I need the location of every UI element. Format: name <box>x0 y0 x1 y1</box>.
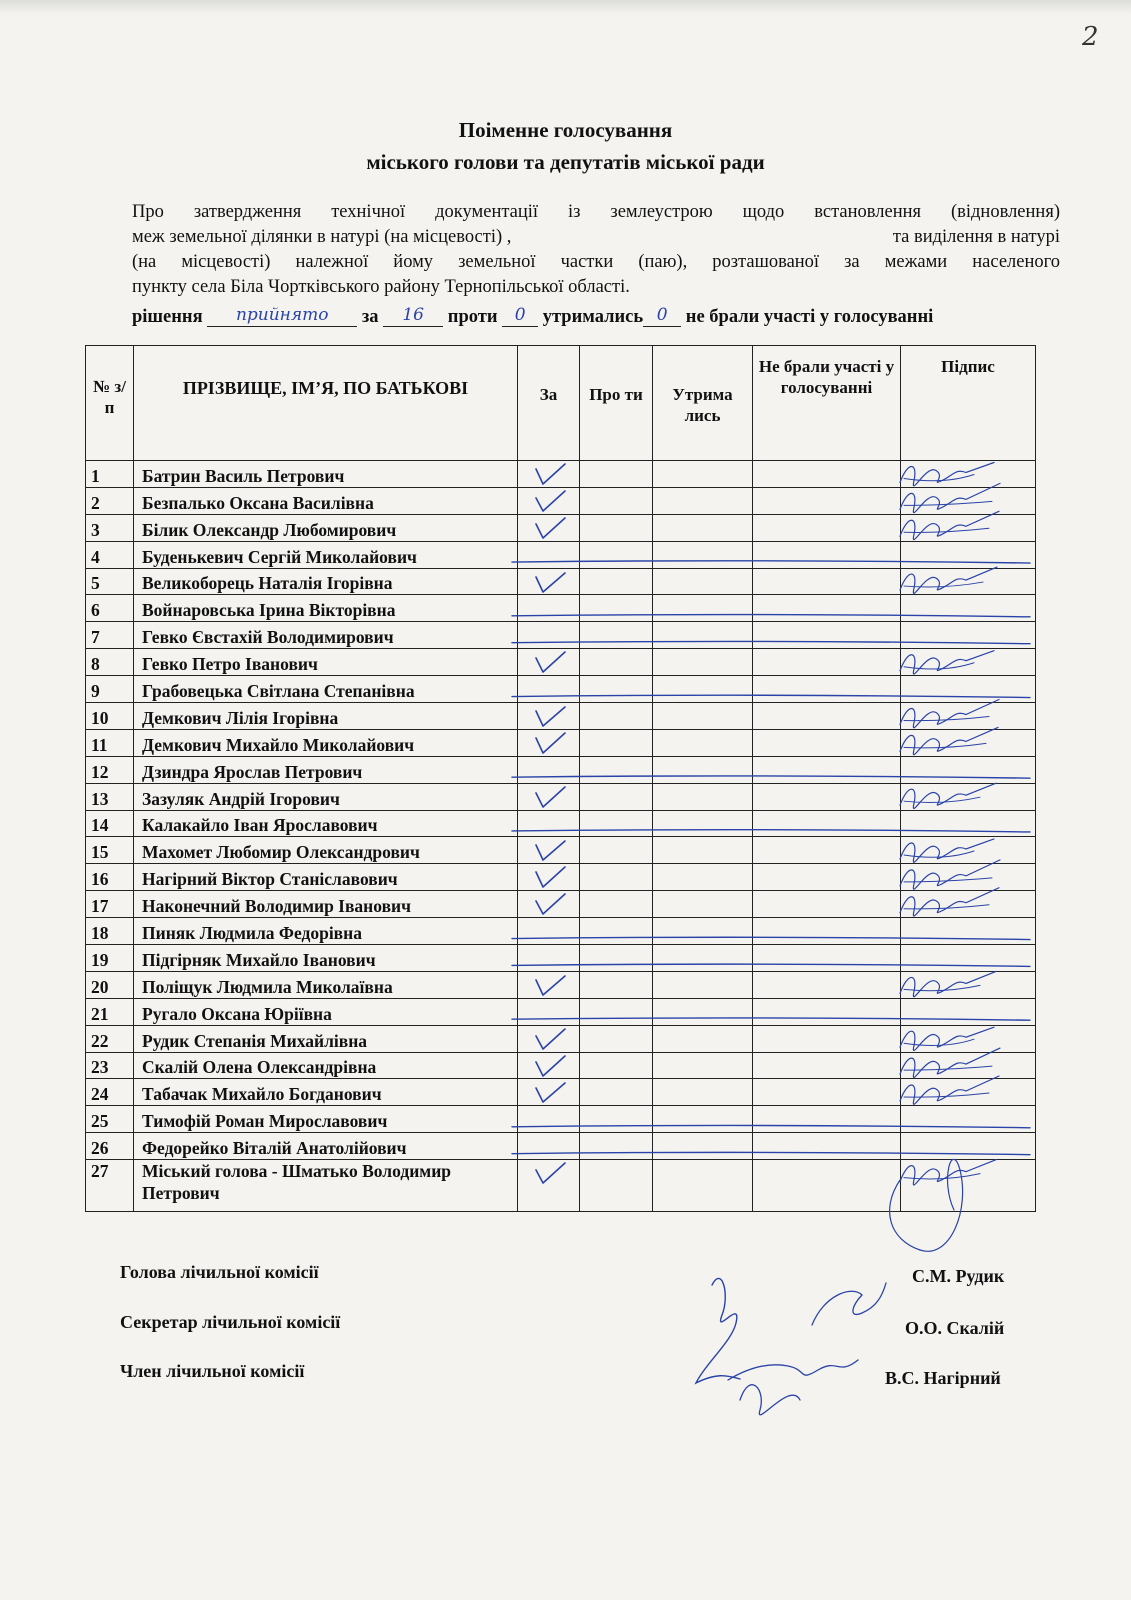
vote-against-cell <box>580 514 653 541</box>
signature-cell <box>901 1052 1036 1079</box>
vote-abstained-cell <box>653 864 753 891</box>
vote-for-cell <box>518 461 580 488</box>
vote-against-cell <box>580 756 653 783</box>
row-name: Скалій Олена Олександрівна <box>134 1052 518 1079</box>
vote-against-cell <box>580 945 653 972</box>
vote-absent-cell <box>753 971 901 998</box>
vote-for-cell <box>518 945 580 972</box>
table-row <box>86 487 1036 514</box>
table-row <box>86 945 1036 972</box>
table-row <box>86 891 1036 918</box>
signature-cell <box>901 487 1036 514</box>
vote-for-cell <box>518 783 580 810</box>
vote-for-cell <box>518 810 580 837</box>
row-number: 8 <box>86 649 134 676</box>
vote-for-cell <box>518 756 580 783</box>
description-line-3: (на місцевості) належної йому земельної частки (паю), розташованої за межами населеного <box>132 252 1060 272</box>
vote-abstained-cell <box>653 622 753 649</box>
vote-abstained-cell <box>653 487 753 514</box>
row-number: 5 <box>86 568 134 595</box>
row-number: 4 <box>86 541 134 568</box>
row-name: Махомет Любомир Олександрович <box>134 837 518 864</box>
table-header-row <box>86 346 1036 461</box>
description-line-1: Про затвердження технічної документації із землеустрою щодо встановлення (відновлення) <box>132 202 1060 222</box>
table-row <box>86 756 1036 783</box>
vote-abstained-cell <box>653 945 753 972</box>
header-name: ПРІЗВИЩЕ, ІМ’Я, ПО БАТЬКОВІ <box>134 346 518 461</box>
for-label: за <box>361 307 379 327</box>
row-number: 7 <box>86 622 134 649</box>
table-row <box>86 998 1036 1025</box>
signature-cell <box>901 1133 1036 1160</box>
row-number: 10 <box>86 703 134 730</box>
row-number: 20 <box>86 971 134 998</box>
vote-against-cell <box>580 1079 653 1106</box>
for-count-field <box>383 305 443 327</box>
vote-against-cell <box>580 918 653 945</box>
vote-absent-cell <box>753 1025 901 1052</box>
vote-absent-cell <box>753 756 901 783</box>
vote-against-cell <box>580 461 653 488</box>
roll-call-table <box>85 345 1036 1212</box>
table-row <box>86 1133 1036 1160</box>
vote-absent-cell <box>753 1079 901 1106</box>
vote-abstained-cell <box>653 810 753 837</box>
row-name: Гевко Євстахій Володимирович <box>134 622 518 649</box>
vote-abstained-cell <box>653 568 753 595</box>
vote-absent-cell <box>753 810 901 837</box>
row-name: Нагірний Віктор Станіславович <box>134 864 518 891</box>
page-subtitle: міського голови та депутатів міської ради <box>366 150 765 174</box>
row-number: 24 <box>86 1079 134 1106</box>
vote-abstained-cell <box>653 729 753 756</box>
signature-cell <box>901 676 1036 703</box>
table-row <box>86 837 1036 864</box>
vote-against-cell <box>580 1106 653 1133</box>
checkmark-icon <box>534 651 568 675</box>
signature-cell <box>901 541 1036 568</box>
vote-for-cell <box>518 918 580 945</box>
vote-for-cell <box>518 703 580 730</box>
vote-abstained-cell <box>653 595 753 622</box>
checkmark-icon <box>534 571 568 595</box>
vote-for-cell <box>518 837 580 864</box>
row-number: 22 <box>86 1025 134 1052</box>
vote-for-cell <box>518 1106 580 1133</box>
vote-against-cell <box>580 729 653 756</box>
description-line-2a: меж земельної ділянки в натурі (на місцевості) , <box>132 227 512 247</box>
vote-absent-cell <box>753 568 901 595</box>
signature-cell <box>901 514 1036 541</box>
checkmark-icon <box>534 839 568 863</box>
row-name: Білик Олександр Любомирович <box>134 514 518 541</box>
vote-against-cell <box>580 1133 653 1160</box>
checkmark-icon <box>534 517 568 541</box>
decision-line <box>132 307 1062 329</box>
abstained-count-field <box>643 305 681 327</box>
vote-for-cell <box>518 1160 580 1212</box>
row-number: 9 <box>86 676 134 703</box>
vote-abstained-cell <box>653 783 753 810</box>
row-number: 3 <box>86 514 134 541</box>
checkmark-icon <box>534 893 568 917</box>
header-against: Про ти <box>580 346 653 461</box>
vote-against-cell <box>580 595 653 622</box>
vote-absent-cell <box>753 945 901 972</box>
signature-cell <box>901 918 1036 945</box>
checkmark-icon <box>534 1055 568 1079</box>
vote-against-cell <box>580 971 653 998</box>
secretary-name: О.О. Скалій <box>905 1318 1005 1338</box>
checkmark-icon <box>534 1081 568 1105</box>
table-row <box>86 729 1036 756</box>
row-name: Пиняк Людмила Федорівна <box>134 918 518 945</box>
row-name: Демкович Лілія Ігорівна <box>134 703 518 730</box>
header-absent: Не брали участі у голосуванні <box>753 346 901 461</box>
row-name: Грабовецька Світлана Степанівна <box>134 676 518 703</box>
vote-absent-cell <box>753 998 901 1025</box>
row-number: 27 <box>86 1160 134 1212</box>
vote-absent-cell <box>753 729 901 756</box>
vote-abstained-cell <box>653 918 753 945</box>
signature-cell <box>901 703 1036 730</box>
table-row <box>86 971 1036 998</box>
signature-cell <box>901 1025 1036 1052</box>
row-number: 26 <box>86 1133 134 1160</box>
vote-against-cell <box>580 622 653 649</box>
row-name: Наконечний Володимир Іванович <box>134 891 518 918</box>
row-number: 18 <box>86 918 134 945</box>
vote-abstained-cell <box>653 1106 753 1133</box>
vote-against-cell <box>580 1052 653 1079</box>
table-row <box>86 1106 1036 1133</box>
row-name: Міський голова - Шматько Володимир Петрович <box>134 1160 518 1212</box>
row-name: Гевко Петро Іванович <box>134 649 518 676</box>
vote-for-cell <box>518 891 580 918</box>
against-label: проти <box>447 307 498 327</box>
checkmark-icon <box>534 490 568 514</box>
vote-absent-cell <box>753 541 901 568</box>
vote-against-cell <box>580 783 653 810</box>
vote-abstained-cell <box>653 998 753 1025</box>
signature-cell <box>901 837 1036 864</box>
vote-absent-cell <box>753 703 901 730</box>
vote-for-cell <box>518 729 580 756</box>
vote-abstained-cell <box>653 461 753 488</box>
table-row <box>86 541 1036 568</box>
vote-abstained-cell <box>653 1160 753 1212</box>
table-row <box>86 783 1036 810</box>
row-number: 11 <box>86 729 134 756</box>
vote-absent-cell <box>753 783 901 810</box>
vote-absent-cell <box>753 487 901 514</box>
vote-for-cell <box>518 514 580 541</box>
page-title: Поіменне голосування <box>458 118 673 142</box>
table-row <box>86 1025 1036 1052</box>
row-number: 25 <box>86 1106 134 1133</box>
signature-cell <box>901 595 1036 622</box>
vote-abstained-cell <box>653 756 753 783</box>
secretary-label: Секретар лічильної комісії <box>120 1312 341 1332</box>
checkmark-icon <box>534 974 568 998</box>
table-row <box>86 1052 1036 1079</box>
row-name: Підгірняк Михайло Іванович <box>134 945 518 972</box>
chair-label: Голова лічильної комісії <box>120 1262 319 1282</box>
signature-icon <box>812 1283 886 1325</box>
table-row <box>86 864 1036 891</box>
row-number: 21 <box>86 998 134 1025</box>
signature-cell <box>901 1160 1036 1212</box>
vote-absent-cell <box>753 1106 901 1133</box>
vote-abstained-cell <box>653 676 753 703</box>
vote-abstained-cell <box>653 837 753 864</box>
vote-absent-cell <box>753 461 901 488</box>
checkmark-icon <box>534 1028 568 1052</box>
vote-against-cell <box>580 487 653 514</box>
decision-result-field <box>207 305 357 327</box>
vote-against-cell <box>580 1160 653 1212</box>
vote-absent-cell <box>753 1052 901 1079</box>
row-number: 17 <box>86 891 134 918</box>
resolution-description <box>132 200 1060 300</box>
header-signature: Підпис <box>901 346 1036 461</box>
row-number: 14 <box>86 810 134 837</box>
header-abstained: Утрима лись <box>653 346 753 461</box>
checkmark-icon <box>534 786 568 810</box>
header-num: № з/п <box>86 346 134 461</box>
vote-abstained-cell <box>653 1079 753 1106</box>
vote-abstained-cell <box>653 971 753 998</box>
row-name: Рудик Степанія Михайлівна <box>134 1025 518 1052</box>
description-line-2b: та виділення в натурі <box>892 227 1060 247</box>
vote-for-cell <box>518 487 580 514</box>
row-name: Батрин Василь Петрович <box>134 461 518 488</box>
vote-abstained-cell <box>653 1052 753 1079</box>
table-row <box>86 918 1036 945</box>
signature-cell <box>901 461 1036 488</box>
vote-abstained-cell <box>653 514 753 541</box>
row-name: Федорейко Віталій Анатолійович <box>134 1133 518 1160</box>
vote-against-cell <box>580 676 653 703</box>
vote-for-cell <box>518 971 580 998</box>
checkmark-icon <box>534 705 568 729</box>
member-name: В.С. Нагірний <box>885 1368 1001 1388</box>
vote-against-cell <box>580 703 653 730</box>
row-number: 19 <box>86 945 134 972</box>
signature-cell <box>901 622 1036 649</box>
row-name: Зазуляк Андрій Ігорович <box>134 783 518 810</box>
vote-absent-cell <box>753 514 901 541</box>
checkmark-icon <box>534 1162 568 1186</box>
row-number: 12 <box>86 756 134 783</box>
table-row <box>86 1160 1036 1212</box>
row-name: Тимофій Роман Мирославович <box>134 1106 518 1133</box>
row-number: 6 <box>86 595 134 622</box>
signature-cell <box>901 1106 1036 1133</box>
row-name: Войнаровська Ірина Вікторівна <box>134 595 518 622</box>
signature-cell <box>901 864 1036 891</box>
row-name: Калакайло Іван Ярославович <box>134 810 518 837</box>
vote-abstained-cell <box>653 649 753 676</box>
signature-cell <box>901 810 1036 837</box>
vote-for-cell <box>518 595 580 622</box>
row-name: Буденькевич Сергій Миколайович <box>134 541 518 568</box>
signature-cell <box>901 891 1036 918</box>
description-line-4: пункту села Біла Чортківського району Тернопільської області. <box>132 277 630 297</box>
row-name: Поліщук Людмила Миколаївна <box>134 971 518 998</box>
vote-for-cell <box>518 1079 580 1106</box>
row-number: 16 <box>86 864 134 891</box>
table-row <box>86 810 1036 837</box>
vote-abstained-cell <box>653 541 753 568</box>
vote-against-cell <box>580 541 653 568</box>
vote-absent-cell <box>753 1133 901 1160</box>
vote-absent-cell <box>753 649 901 676</box>
vote-for-cell <box>518 1133 580 1160</box>
vote-absent-cell <box>753 891 901 918</box>
row-name: Безпалько Оксана Василівна <box>134 487 518 514</box>
vote-against-cell <box>580 891 653 918</box>
vote-absent-cell <box>753 676 901 703</box>
against-count: 0 <box>514 305 526 325</box>
vote-for-cell <box>518 541 580 568</box>
signature-cell <box>901 568 1036 595</box>
vote-absent-cell <box>753 918 901 945</box>
against-count-field <box>502 305 538 327</box>
vote-for-cell <box>518 568 580 595</box>
signature-icon <box>696 1278 740 1383</box>
signature-cell <box>901 998 1036 1025</box>
vote-abstained-cell <box>653 1025 753 1052</box>
vote-absent-cell <box>753 622 901 649</box>
decision-label: рішення <box>132 307 203 327</box>
row-number: 15 <box>86 837 134 864</box>
abstained-label: утримались <box>542 307 644 327</box>
vote-absent-cell <box>753 1160 901 1212</box>
checkmark-icon <box>534 463 568 487</box>
table-row <box>86 649 1036 676</box>
vote-absent-cell <box>753 864 901 891</box>
vote-for-cell <box>518 676 580 703</box>
scan-top-edge <box>0 0 1131 14</box>
decision-result: прийнято <box>235 305 329 325</box>
signature-cell <box>901 756 1036 783</box>
vote-against-cell <box>580 649 653 676</box>
signature-cell <box>901 1079 1036 1106</box>
header-for: За <box>518 346 580 461</box>
row-number: 13 <box>86 783 134 810</box>
page-number: 2 <box>1082 22 1099 52</box>
member-label: Член лічильної комісії <box>120 1361 305 1381</box>
signature-cell <box>901 783 1036 810</box>
table-row <box>86 595 1036 622</box>
signature-icon <box>728 1360 858 1415</box>
vote-against-cell <box>580 568 653 595</box>
vote-against-cell <box>580 1025 653 1052</box>
row-number: 23 <box>86 1052 134 1079</box>
vote-absent-cell <box>753 595 901 622</box>
row-name: Дзиндра Ярослав Петрович <box>134 756 518 783</box>
vote-for-cell <box>518 998 580 1025</box>
signature-cell <box>901 729 1036 756</box>
vote-absent-cell <box>753 837 901 864</box>
checkmark-icon <box>534 732 568 756</box>
vote-against-cell <box>580 837 653 864</box>
vote-abstained-cell <box>653 891 753 918</box>
row-number: 1 <box>86 461 134 488</box>
row-name: Демкович Михайло Миколайович <box>134 729 518 756</box>
vote-for-cell <box>518 649 580 676</box>
table-row <box>86 514 1036 541</box>
vote-against-cell <box>580 810 653 837</box>
for-count: 16 <box>402 305 424 325</box>
vote-for-cell <box>518 1025 580 1052</box>
table-row <box>86 622 1036 649</box>
absent-label: не брали участі у голосуванні <box>685 307 934 327</box>
vote-abstained-cell <box>653 1133 753 1160</box>
table-row <box>86 703 1036 730</box>
signature-cell <box>901 945 1036 972</box>
abstained-count: 0 <box>656 305 668 325</box>
row-name: Великоборець Наталія Ігорівна <box>134 568 518 595</box>
vote-for-cell <box>518 1052 580 1079</box>
vote-against-cell <box>580 998 653 1025</box>
table-row <box>86 461 1036 488</box>
row-number: 2 <box>86 487 134 514</box>
vote-against-cell <box>580 864 653 891</box>
chair-name: С.М. Рудик <box>912 1266 1005 1286</box>
description-line-2 <box>132 225 1060 250</box>
row-name: Ругало Оксана Юріївна <box>134 998 518 1025</box>
vote-abstained-cell <box>653 703 753 730</box>
checkmark-icon <box>534 866 568 890</box>
table-row <box>86 568 1036 595</box>
vote-for-cell <box>518 622 580 649</box>
signature-cell <box>901 971 1036 998</box>
signature-cell <box>901 649 1036 676</box>
table-row <box>86 1079 1036 1106</box>
row-name: Табачак Михайло Богданович <box>134 1079 518 1106</box>
table-row <box>86 676 1036 703</box>
vote-for-cell <box>518 864 580 891</box>
